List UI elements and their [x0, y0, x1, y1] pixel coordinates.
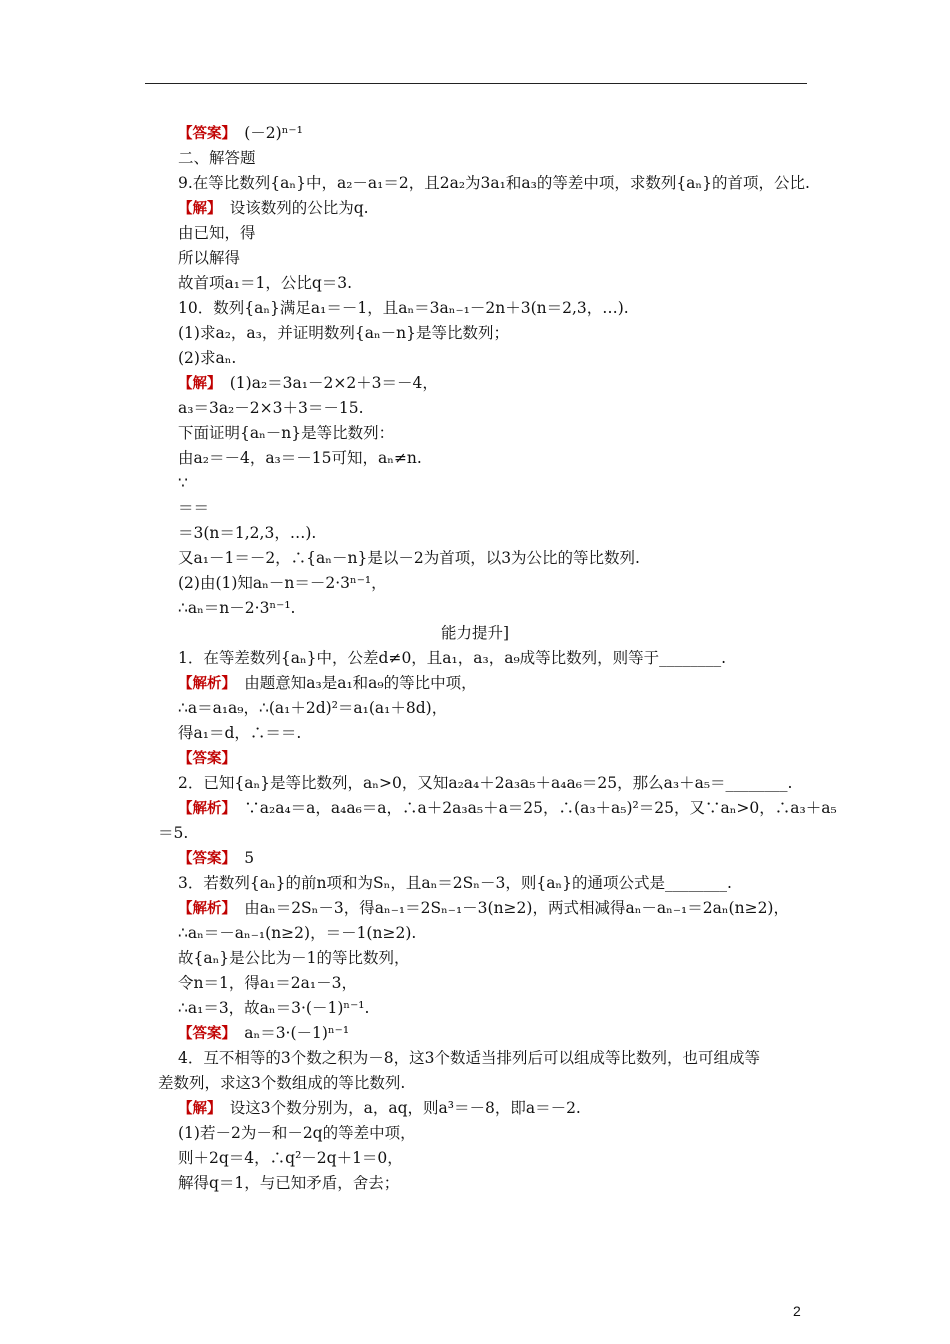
line-text: 9.在等比数列{aₙ}中，a₂－a₁＝2，且2a₂为3a₁和a₃的等差中项，求数列{aₙ}的首项，公比. — [178, 174, 810, 192]
line-text: a₃＝3a₂－2×3＋3＝－15. — [178, 399, 364, 417]
line-text: ∴aₙ＝n－2·3ⁿ⁻¹. — [178, 599, 296, 617]
answer-tag: 【解】 — [178, 376, 215, 392]
line-text: ∴a₁＝3，故aₙ＝3·(－1)ⁿ⁻¹. — [178, 999, 370, 1017]
text-line — [158, 1072, 405, 1094]
text-line — [178, 572, 387, 594]
line-text: 2．已知{aₙ}是等比数列，aₙ>0，又知a₂a₄＋2a₃a₅＋a₄a₆＝25，那么a₃＋a₅＝________. — [178, 774, 793, 792]
text-line — [178, 647, 726, 669]
text-line — [178, 147, 256, 169]
text-line — [178, 697, 447, 719]
answer-tag: 【解析】 — [178, 901, 229, 917]
text-line — [178, 372, 438, 395]
line-text: 5 — [228, 849, 255, 867]
line-text: 差数列，求这3个数组成的等比数列. — [158, 1074, 406, 1092]
text-line — [178, 347, 236, 369]
line-text: 下面证明{aₙ－n}是等比数列： — [178, 424, 395, 442]
text-line — [178, 397, 364, 419]
line-text: 解得q＝1，与已知矛盾，舍去； — [178, 1174, 400, 1192]
text-line — [178, 797, 837, 820]
line-text: ∵a₂a₄＝a，a₄a₆＝a，∴a＋2a₃a₅＋a＝25，∴(a₃＋a₅)²＝25，又∵aₙ>0，∴a₃＋a₅ — [228, 799, 837, 817]
text-line — [178, 922, 416, 944]
line-text: 设该数列的公比为q. — [214, 199, 369, 217]
text-line — [178, 997, 369, 1019]
text-line — [178, 722, 301, 744]
answer-tag: 【解】 — [178, 201, 215, 217]
line-text: 由已知，得 — [178, 224, 256, 242]
text-line — [178, 847, 254, 870]
line-text: 由题意知a₃是a₁和a₉的等比中项， — [228, 674, 477, 692]
line-text: 又a₁－1＝－2，∴{aₙ－n}是以－2为首项，以3为公比的等比数列. — [178, 549, 640, 567]
text-line — [178, 422, 394, 444]
text-line — [178, 172, 810, 194]
line-text: (2)求aₙ. — [178, 349, 237, 367]
text-line — [178, 247, 240, 269]
text-line — [178, 222, 256, 244]
answer-tag: 【解析】 — [178, 801, 229, 817]
line-text: (1)求a₂，a₃，并证明数列{aₙ－n}是等比数列； — [178, 324, 510, 342]
text-line — [178, 272, 352, 294]
line-text: 设这3个数分别为，a，aq，则a³＝－8，即a＝－2. — [214, 1099, 581, 1117]
line-text: 能力提升] — [440, 624, 510, 642]
line-text: 故首项a₁＝1，公比q＝3. — [178, 274, 353, 292]
text-line — [178, 1097, 581, 1120]
line-text: 1．在等差数列{aₙ}中，公差d≠0，且a₁，a₃，a₉成等比数列，则等于________. — [178, 649, 727, 667]
line-text: ∵ — [178, 474, 188, 492]
text-line — [158, 822, 188, 844]
text-line — [0, 622, 950, 644]
line-text: ＝5. — [158, 824, 189, 842]
answer-tag: 【答案】 — [178, 1026, 229, 1042]
text-line — [178, 122, 303, 145]
answer-tag: 【答案】 — [178, 851, 229, 867]
answer-tag: 【解】 — [178, 1101, 215, 1117]
line-text: ＝3(n＝1,2,3，…). — [178, 524, 317, 542]
text-line — [178, 872, 732, 894]
line-text: (1)a₂＝3a₁－2×2＋3＝－4， — [214, 374, 438, 392]
line-text: 由a₂＝－4，a₃＝－15可知，aₙ≠n. — [178, 449, 422, 467]
text-line — [178, 1047, 760, 1069]
text-line — [178, 972, 357, 994]
text-line — [178, 947, 410, 969]
text-line — [178, 747, 236, 770]
line-text: (1)若－2为－和－2q的等差中项， — [178, 1124, 416, 1142]
text-line — [178, 197, 369, 220]
line-text: 由aₙ＝2Sₙ－3，得aₙ₋₁＝2Sₙ₋₁－3(n≥2)，两式相减得aₙ－aₙ₋₁＝2aₙ(n≥2)， — [228, 899, 789, 917]
text-line — [178, 497, 209, 519]
text-line — [178, 672, 477, 695]
header-rule — [145, 83, 807, 84]
line-text: 4．互不相等的3个数之积为－8，这3个数适当排列后可以组成等比数列，也可组成等 — [178, 1049, 760, 1067]
text-line — [178, 472, 188, 494]
line-text: ∴a＝a₁a₉，∴(a₁＋2d)²＝a₁(a₁＋8d)， — [178, 699, 448, 717]
line-text: 则＋2q＝4，∴q²－2q＋1＝0， — [178, 1149, 403, 1167]
answer-tag: 【答案】 — [178, 126, 229, 142]
text-line — [178, 772, 792, 794]
answer-tag: 【答案】 — [178, 751, 236, 767]
text-line — [178, 1122, 416, 1144]
line-text: aₙ＝3·(－1)ⁿ⁻¹ — [228, 1024, 350, 1042]
line-text: 得a₁＝d，∴＝＝. — [178, 724, 302, 742]
line-text: ＝＝ — [178, 499, 210, 517]
line-text: 10．数列{aₙ}满足a₁＝－1，且aₙ＝3aₙ₋₁－2n＋3(n＝2,3，…). — [178, 299, 629, 317]
line-text: 3．若数列{aₙ}的前n项和为Sₙ，且aₙ＝2Sₙ－3，则{aₙ}的通项公式是________. — [178, 874, 732, 892]
line-text: 二、解答题 — [178, 149, 256, 167]
answer-tag: 【解析】 — [178, 676, 229, 692]
line-text: 令n＝1，得a₁＝2a₁－3， — [178, 974, 357, 992]
text-line — [178, 447, 422, 469]
text-line — [178, 597, 295, 619]
line-text: 故{aₙ}是公比为－1的等比数列， — [178, 949, 410, 967]
text-line — [178, 522, 316, 544]
page-number: 2 — [793, 1303, 801, 1319]
line-text: 所以解得 — [178, 249, 241, 267]
line-text: (－2)ⁿ⁻¹ — [228, 124, 303, 142]
text-line — [178, 1147, 403, 1169]
line-text: ∴aₙ＝－aₙ₋₁(n≥2)，＝－1(n≥2). — [178, 924, 417, 942]
text-line — [178, 897, 789, 920]
text-line — [178, 297, 629, 319]
text-line — [178, 1172, 399, 1194]
line-text: (2)由(1)知aₙ－n＝－2·3ⁿ⁻¹， — [178, 574, 387, 592]
text-line — [178, 322, 509, 344]
text-line — [178, 547, 640, 569]
text-line — [178, 1022, 349, 1045]
